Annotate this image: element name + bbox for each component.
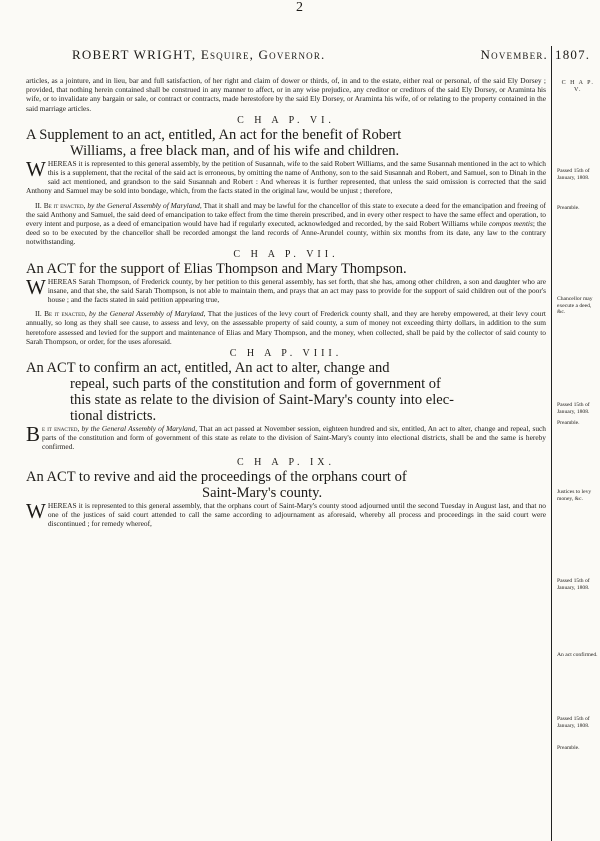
chapter-title-ix: An ACT to revive and aid the proceedings of the orphans court of Saint-Mary's county. xyxy=(26,468,407,501)
running-head-title: Esquire, Governor. xyxy=(200,47,326,62)
margin-preamble-vi: Preamble. xyxy=(557,205,580,211)
dropcap: W xyxy=(26,498,46,523)
page-number: 2 xyxy=(296,0,303,15)
chapter-heading-vii: C H A P. VII. xyxy=(233,248,339,260)
margin-preamble-ix: Preamble. xyxy=(557,745,580,751)
margin-preamble-vii: Preamble. xyxy=(557,420,580,426)
chapter-heading-viii: C H A P. VIII. xyxy=(229,348,343,360)
margin-passed-vii: Passed 15th of January, 1808. xyxy=(557,402,590,415)
running-head-year: 1807. xyxy=(555,47,591,62)
chapter-heading-vi: C H A P. VI. xyxy=(237,114,335,126)
preamble-vi: W HEREAS it is represented to this general assembly, by the petition of Susannah, wife to the said Robert Williams, and the same Susannah mentioned in the act to which this is a supplement, that the recital of the said act is erroneous, by omitting the name of Anthony, son to the said Susannah and Robert, and Samuel, son to Dinah in the said act mentioned, and grandson to the said Susannah and Robert : And whereas it is further represented, that unless the said omission is corrected that the said Anthony and Samuel may be sold into bondage, which, from the facts stated in the original law, would be unjust ; therefore, xyxy=(26,156,546,196)
margin-passed-viii: Passed 15th of January, 1808. xyxy=(557,578,590,591)
enactment-vi: II. Be it enacted, by the General Assembly of Maryland, That it shall and may be lawful for the chancellor of this state to execute a deed for the emancipation and freeing of the said Anthony and Samuel, the said deed of emancipation to take effect from the time therein prescribed, and in every other respect to have the same effect and operation, to every intent and purpose, as a deed of emancipation would have had if regularly executed, acknowledged and recorded, by the said Robert Williams while compos mentis; the deed so to be executed by the chancellor shall be recorded amongst the land records of Anne-Arundel county, within six months from its date, any law to the contrary notwithstanding. xyxy=(26,200,546,247)
running-head xyxy=(72,47,591,63)
chapter-title-viii: An ACT to confirm an act, entitled, An act to alter, change and repeal, such parts of the constitution and form of government of this state as relate to the division of Saint-Mary's county into elec- tional districts. xyxy=(26,360,454,425)
chapter-title-vii: An ACT for the support of Elias Thompson and Mary Thompson. xyxy=(26,260,407,277)
dropcap: B xyxy=(26,422,41,447)
chapter-heading-ix: C H A P. IX. xyxy=(236,456,335,468)
preamble-vii: W HEREAS Sarah Thompson, of Frederick county, by her petition to this general assembly, has set forth, that she has, among other children, a son and daughter who are insane, and that she, the said Sarah Thompson, is not able to maintain them, and prays that an act may pass to provide for the support of said children out of the poor's house ; and the facts stated in said petition appearing true, xyxy=(26,274,546,305)
continuation-paragraph: articles, as a jointure, and in lieu, bar and full satisfaction, of her right and claim of dower or thirds, of, in and to the estate, either real or personal, of the said Ely Dorsey ; provided, that nothing herein contained shall be construed in any manner to affect, or in any wise prejudice, any creditor or creditors of the said Ely Dorsey, or Araminta his wife, or to invalidate any bargain or sale, or contract or contracts, made herestofore by the said Ely Dorsey, or Araminta his wife, of or relating to the property contained in the said marriage articles. xyxy=(26,76,546,113)
margin-passed-vi: Passed 15th of January, 1808. xyxy=(557,168,590,181)
margin-confirmed-note: An act confirmed. xyxy=(557,652,598,658)
dropcap: W xyxy=(26,274,46,299)
margin-passed-ix: Passed 15th of January, 1808. xyxy=(557,716,590,729)
running-head-name: ROBERT WRIGHT, Esquire, Governor. xyxy=(72,47,326,62)
enactment-viii: B e it enacted, by the General Assembly of Maryland, That an act passed at November session, eighteen hundred and six, entitled, An act to alter, change and repeal, such parts of the constitution and form of government of this state as relate to the division of Saint-Mary's county into electional districts, shall be and the same is hereby confirmed. xyxy=(26,422,546,452)
main-text xyxy=(26,76,546,528)
enactment-vii: II. Be it enacted, by the General Assembly of Maryland, That the justices of the levy court of Frederick county shall, and they are hereby empowered, at their levy court annually, so long as they shall see cause, to assess and levy, on the assessable property of said county, a sum of money not exceeding thirty dollars, in addition to the sum heretofore assessed and levied for the support and maintenance of Elias and Mary Thompson, and the money, when collected, shall be paid by the collector of said county to Sarah Thompson, or order, for the uses aforesaid. xyxy=(26,309,546,346)
dropcap: W xyxy=(26,156,46,181)
margin-justices-note: Justices to levy money, &c. xyxy=(557,489,592,502)
preamble-ix: W HEREAS it is represented to this general assembly, that the orphans court of Saint-Mary's county stood adjourned until the second Tuesday in August last, and that no one of the justices of said court attended to call the same according to adjournament as aforesaid, whereby all process and proceedings in the said court were discontinued ; for remedy whereof, xyxy=(26,498,546,529)
chapter-title-vi: A Supplement to an act, entitled, An act for the benefit of Robert Williams, a free black man, and of his wife and children. xyxy=(26,126,402,159)
running-head-month: November. xyxy=(480,47,548,62)
margin-rule xyxy=(551,46,552,841)
margin-chap-ref: C H A P. V. xyxy=(561,80,595,93)
margin-chancellor-note: Chancellor may execute a deed, &c. xyxy=(557,296,593,316)
